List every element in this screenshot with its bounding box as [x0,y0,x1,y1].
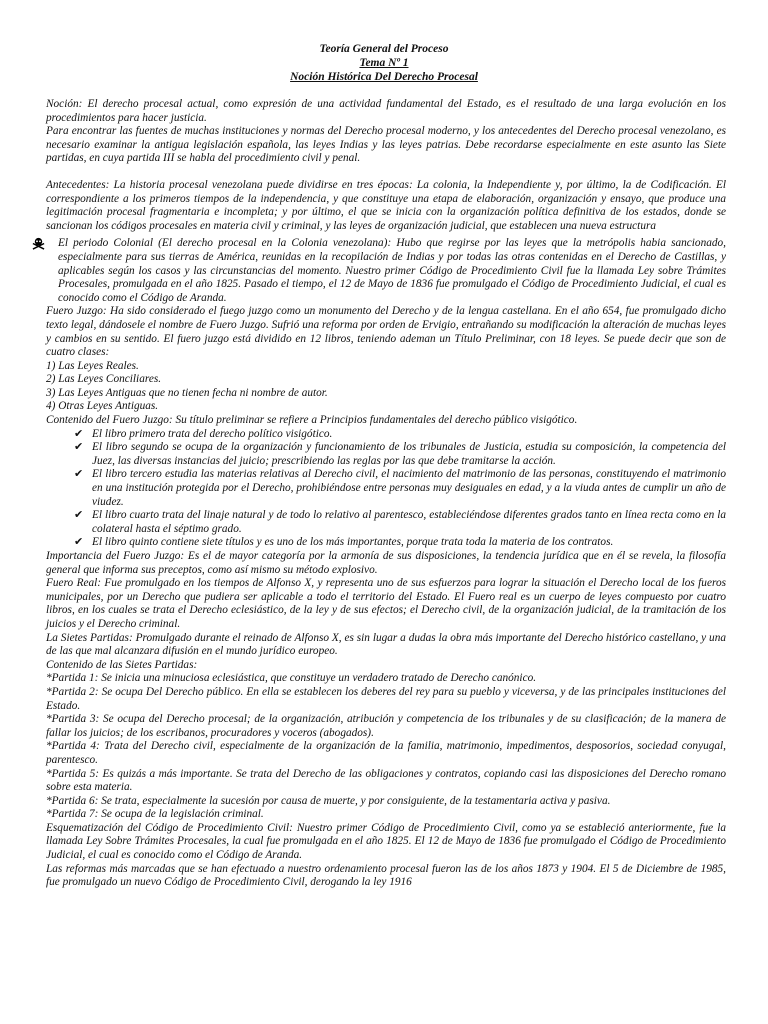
paragraph-nocion: Noción: El derecho procesal actual, como expresión de una actividad fundamental del Estado, es el resultado de una larga evolución en los procedimientos para hacer justicia. [46,98,726,124]
list-item-libro-3: ✔ El libro tercero estudia las materias relativas al Derecho civil, el nacimiento del matrimonio de las personas, constituyendo el matrimonio en una institución protegida por el Derecho, prohibiéndose entre personas muy desiguales en edad, y a la viuda antes de cumplir un año de viudez. [74,468,726,508]
paragraph-importancia: Importancia del Fuero Juzgo: Es el de mayor categoría por la armonía de sus disposiciones, la tendencia jurídica que en él se revela, la filosofía general que informa sus preceptos, como así mismo su método explosivo. [46,550,726,576]
paragraph-siete-partidas: La Sietes Partidas: Promulgado durante el reinado de Alfonso X, es sin lugar a dudas la obra más importante del Derecho histórico castellano, y una de las que mal alcanzara difusión en el mundo jurídico europeo. [46,631,726,658]
list-item-partida-5: *Partida 5: Es quizás a más importante. Se trata del Derecho de las obligaciones y contratos, copiando casi las disposiciones del Derecho romano sobre esta materia. [46,767,726,794]
document-header [0,42,768,84]
paragraph-colonial [46,237,726,305]
list-item-partida-1: *Partida 1: Se inicia una minuciosa eclesiástica, que constituye un verdadero tratado de Derecho canónico. [46,672,537,685]
list-item-libro-4: ✔ El libro cuarto trata del linaje natural y de todo lo relativo al parentesco, estableciéndose diferentes grados tanto en línea recta como en la colateral hasta el séptimo grado. [74,509,726,535]
paragraph-fuero-real: Fuero Real: Fue promulgado en los tiempos de Alfonso X, y representa uno de sus esfuerzos para lograr la situación el Derecho local de los fueros municipales, por un Derecho que pudiera ser aplicable a todo el territorio del Estado. El Fuero real es un cuerpo de leyes compuesto por cuatro libros, en los cuales se trata el Derecho eclesiástico, de la ley y de sus efectos; el Derecho civil, de la organización judicial, de la tramitación de los juicios y el Derecho criminal. [46,577,726,630]
checkmark-icon: ✔ [74,509,84,522]
topic-number: Tema Nº 1 [359,57,409,69]
list-item-partida-3: *Partida 3: Se ocupa del Derecho procesal; de la organización, atribución y competencia de los tribunales y de su clasificación; de la manera de fallar los juicios; de los escribanos, procuradores y voceros (abogados). [46,713,726,739]
skull-crossbones-icon [32,237,45,250]
libros-list [46,428,726,550]
document-body [46,98,726,890]
checkmark-icon: ✔ [74,536,84,549]
list-item-clase-1: 1) Las Leyes Reales. [46,359,139,372]
list-item-partida-4: *Partida 4: Trata del Derecho civil, especialmente de la organización de la familia, matrimonio, impedimentos, desposorios, sociedad conyugal, parentesco. [46,740,726,766]
colonial-text: El periodo Colonial (El derecho procesal en la Colonia venezolana): Hubo que regirse por las leyes que la metrópolis habia sancionado, especialmente para sus tierras de América, reunidas en la recopilación de Indias y por todas las otras contenidas en el Derecho de Castillas, y aplicables según los casos y las circunstancias del momento. Nuestro primer Código de Procedimiento Civil fue la llamada Ley sobre Trámites Procesales, promulgada en el año 1825. Pasado el tiempo, el 12 de Mayo de 1836 fue promulgado el Código de Procedimiento Judicial, el cual es conocido como el Código de Aranda. [58,237,726,304]
list-item-clase-2: 2) Las Leyes Conciliares. [46,373,162,386]
list-item-libro-2: ✔ El libro segundo se ocupa de la organización y funcionamiento de los tribunales de Justicia, estudia su composición, la competencia del Juez, las diversas instancias del juicio; prescribiendo las reglas por las que debe tramitarse la acción. [74,441,726,467]
checkmark-icon: ✔ [74,468,84,481]
list-item-libro-1: ✔ El libro primero trata del derecho político visigótico. [74,427,333,440]
course-title: Teoría General del Proceso [319,43,449,55]
list-item-partida-2: *Partida 2: Se ocupa Del Derecho público. En ella se establecen los deberes del rey para su pueblo y viceversa, y de las principales instituciones del Estado. [46,685,726,712]
topic-title: Noción Histórica Del Derecho Procesal [290,71,478,83]
paragraph-contenido-partidas: Contenido de las Sietes Partidas: [46,658,198,671]
list-item-clase-4: 4) Otras Leyes Antiguas. [46,400,159,413]
list-item-partida-6: *Partida 6: Se trata, especialmente la sucesión por causa de muerte, y por consiguiente, de la testamentaria activa y pasiva. [46,794,611,807]
paragraph-reformas: Las reformas más marcadas que se han efectuado a nuestro ordenamiento procesal fueron las de los años 1873 y 1904. El 5 de Diciembre de 1985, fue promulgado un nuevo Código de Procedimiento Civil, derogando la ley 1916 [46,862,726,889]
paragraph-antecedentes: Antecedentes: La historia procesal venezolana puede dividirse en tres épocas: La colonia, la Independiente y, por último, la de Codificación. El correspondiente a los primeros tiempos de la independencia, y que constituye una etapa de elaboración, organización y ensayo, que produce una legitimación procesal fragmentaria e incompleta; y por último, el que se inicia con la organización política definitiva de los estados, donde se sancionan los códigos procesales en materia civil y criminal, y las leyes de organización judicial, que establecen una nueva estructura [46,178,726,232]
paragraph-contenido-fuero: Contenido del Fuero Juzgo: Su título preliminar se refiere a Principios fundamentales del derecho público visigótico. [46,414,578,427]
checkmark-icon: ✔ [74,427,84,440]
paragraph-fuentes: Para encontrar las fuentes de muchas instituciones y normas del Derecho procesal moderno, y los antecedentes del Derecho procesal venezolano, es necesario examinar la antigua legislación española, las leyes Indias y las leyes patrias. Debe recordarse especialmente en este asunto las Siete partidas, en cuya partida III se habla del procedimiento civil y penal. [46,125,726,165]
list-item-partida-7: *Partida 7: Se ocupa de la legislación criminal. [46,808,264,821]
list-item-libro-5: ✔ El libro quinto contiene siete títulos y es uno de los más importantes, porque trata toda la materia de los contratos. [74,536,614,549]
paragraph-fuero-juzgo: Fuero Juzgo: Ha sido considerado el fuego juzgo como un monumento del Derecho y de la lengua castellana. En el año 654, fue promulgado dicho texto legal, dándosele el nombre de Fuero Juzgo. Sufrió una reforma por orden de Ervigio, entrañando su modificación la alteración de muchas leyes y cambios en su sentido. El fuero juzgo está dividido en 12 libros, teniendo ademan un Título Preliminar, con 18 leyes. Se puede decir que son de cuatro clases: [46,305,726,359]
list-item-clase-3: 3) Las Leyes Antiguas que no tienen fecha ni nombre de autor. [46,386,328,399]
checkmark-icon: ✔ [74,441,84,454]
paragraph-esquematizacion: Esquematización del Código de Procedimiento Civil: Nuestro primer Código de Procedimiento Civil, como ya se estableció anteriormente, fue la llamada Ley Sobre Trámites Procesales, la cual fue promulgada en el año 1825. El 12 de Mayo de 1836 fue promulgado el Código de Procedimiento Judicial, el cual es conocido como el Código de Aranda. [46,821,726,862]
